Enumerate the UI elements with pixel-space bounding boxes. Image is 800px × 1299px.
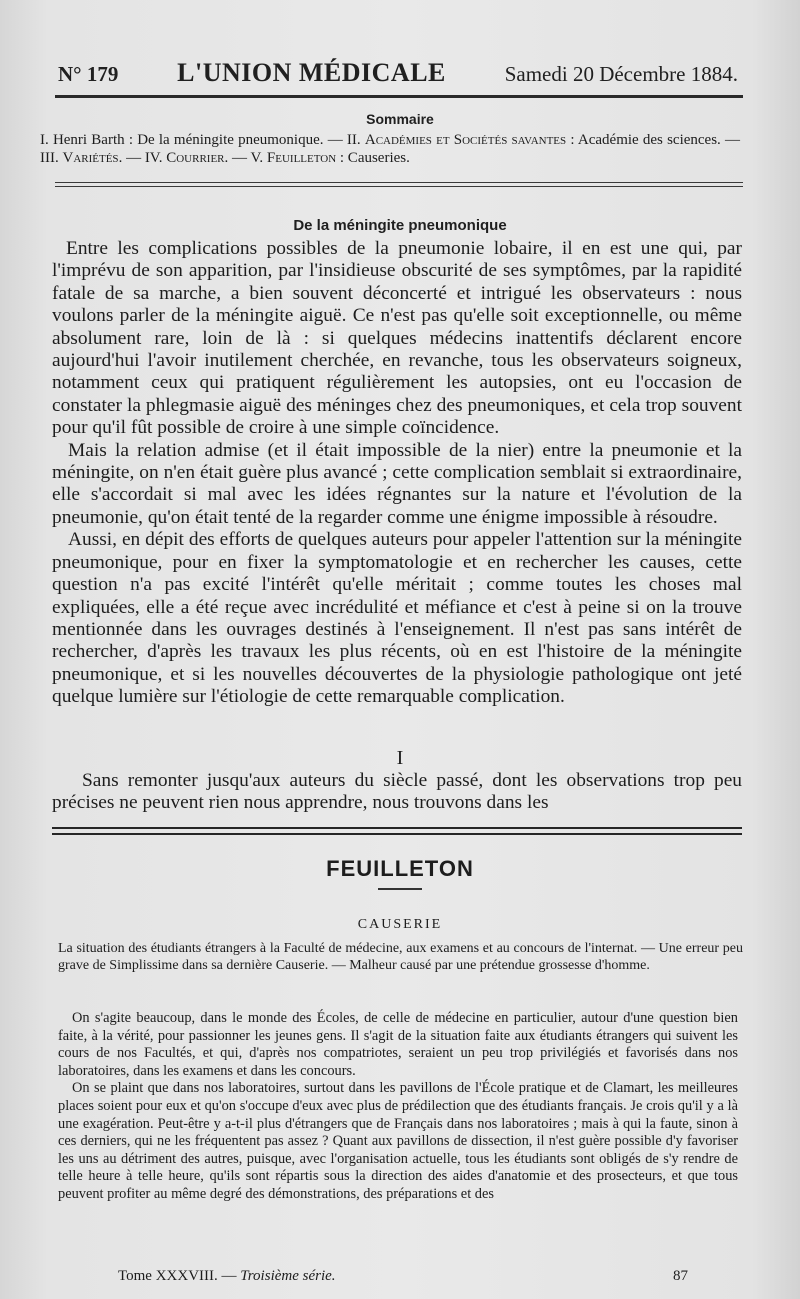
- summary-heading: Sommaire: [366, 111, 434, 127]
- journal-title: L'UNION MÉDICALE: [177, 58, 446, 87]
- page-footer: [118, 1268, 688, 1285]
- page-number: 87: [673, 1268, 688, 1284]
- issue-number: N° 179: [58, 62, 119, 86]
- tome-label: Tome XXXVIII. — Troisième série.: [118, 1268, 336, 1284]
- feuilleton-rule-2: [52, 833, 742, 835]
- header-rule: [55, 95, 743, 98]
- feuilleton-title: FEUILLETON: [326, 856, 474, 881]
- article-body: [52, 238, 742, 709]
- causerie-heading: CAUSERIE: [357, 917, 443, 932]
- causerie-paragraph: On se plaint que dans nos laboratoires, surtout dans les pavillons de l'École pratique et de Clamart, les meilleures places soient pour eux et qu'on s'occupe d'eux avec plus de prédilection que des étudiants français. Je crois qu'il y a là une exagération. Peut-être y a-t-il plus d'étrangers que de Français dans nos laboratoires ; mais à qui la faute, sinon à ces derniers, qui ne les fréquentent pas assez ? Quant aux pavillons de dissection, il n'est guère possible d'y favoriser les uns au détriment des autres, puisque, avec l'organisation actuelle, tous les étudiants sont obligés de s'y rendre de telle heure à telle heure, qu'ils sont répartis sous la direction des aides d'anatomie et des prosecteurs, et que tous peuvent profiter au même degré des démonstrations, des préparations et des: [58, 1080, 738, 1202]
- summary-rule-1: [55, 182, 743, 183]
- issue-date: Samedi 20 Décembre 1884.: [504, 62, 738, 86]
- feuilleton-rule-1: [52, 827, 742, 829]
- causerie-summary: La situation des étudiants étrangers à la Faculté de médecine, aux examens et au concours de l'internat. — Une erreur peu grave de Simplissime dans sa dernière Causerie. — Malheur causé par une prétendue grossesse d'homme.: [58, 941, 743, 973]
- summary-rule-2: [55, 186, 743, 187]
- article-paragraph: Mais la relation admise (et il était impossible de la nier) entre la pneumonie et la méningite, on n'en était guère plus avancé ; cette complication semblait si extraordinaire, elle s'accordait si mal avec les idées régnantes sur la nature et l'évolution de la pneumonie, qu'on était tenté de la regarder comme une énigme impossible à résoudre.: [52, 439, 742, 528]
- article-paragraph: Sans remonter jusqu'aux auteurs du siècle passé, dont les observations trop peu précises ne peuvent rien nous apprendre, nous trouvons dans les: [52, 770, 742, 814]
- causerie-paragraph: On s'agite beaucoup, dans le monde des Écoles, de celle de médecine en particulier, autour d'une question bien faite, à la vérité, pour passionner les jeunes gens. Il s'agit de la situation faite aux étudiants étrangers qui suivent les cours de nos Facultés, et qui, d'après nos compatriotes, seraient un peu trop privilégiés et favorisés dans nos laboratoires, dans les examens et dans les concours.: [58, 1010, 738, 1079]
- summary-text: I. Henri Barth : De la méningite pneumonique. — II. Académies et Sociétés savantes : Académie des sciences. — III. Variétés. — IV. Courrier. — V. Feuilleton : Causeries.: [40, 132, 741, 166]
- section-body: [52, 770, 742, 815]
- article-paragraph: Entre les complications possibles de la pneumonie lobaire, il en est une qui, par l'imprévu de son apparition, par l'insidieuse obscurité de ses symptômes, par la rapidité fatale de sa marche, a bien souvent déconcerté et intrigué les observateurs : nous voulons parler de la méningite aiguë. Ce n'est pas qu'elle soit exceptionnelle, ou même absolument rare, loin de là : si quelques médecins inattentifs déclarent encore aujourd'hui l'avoir inutilement cherchée, en revanche, tous les observateurs soigneux, notamment ceux qui pratiquent régulièrement les autopsies, ont eu l'occasion de constater la phlegmasie aiguë des méninges chez des pneumoniques, et cela trop souvent pour qu'il fût possible de croire à une simple coïncidence.: [52, 238, 742, 439]
- article-title: De la méningite pneumonique: [293, 217, 507, 234]
- page-header: [58, 58, 738, 94]
- article-paragraph: Aussi, en dépit des efforts de quelques auteurs pour appeler l'attention sur la méningite pneumonique, pour en fixer la symptomatologie et en rechercher les causes, cette question n'a pas excité l'intérêt qu'elle méritait ; comme toutes les choses mal expliquées, elle a été reçue avec incrédulité et méfiance et c'est à peine si on la trouve mentionnée dans les ouvrages destinés à l'enseignement. Il n'est pas sans intérêt de rechercher, d'après les travaux les plus récents, où en est l'histoire de la méningite pneumonique, et si les nouvelles découvertes de la physiologie pathologique ont jeté quelque lumière sur l'étiologie de cette remarquable complication.: [52, 529, 742, 708]
- feuilleton-title-rule: [378, 888, 422, 890]
- section-numeral: I: [396, 747, 404, 769]
- causerie-body: [58, 1010, 738, 1204]
